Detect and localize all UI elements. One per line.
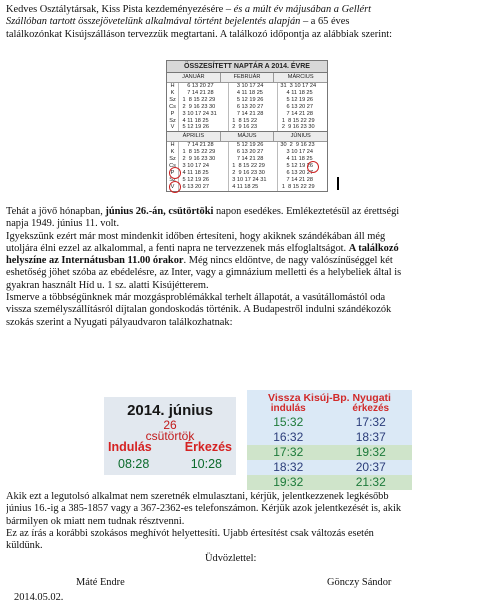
day-letter: Cs	[169, 163, 176, 170]
day-letter: Sz	[169, 117, 176, 124]
event-day-block	[104, 420, 236, 442]
month-days: 5 12 19 26 6 13 20 27 7 14 21 28 1 8 15 22 29 2 9 16 23 30 3 10 17 24 31 4 11 18 25	[228, 142, 278, 190]
body-line	[6, 304, 494, 316]
train-col-depart: indulás	[270, 403, 306, 414]
text-cursor	[337, 177, 339, 190]
body-text: napon esedékes. Emlékeztetésül az érettségi	[213, 206, 400, 217]
month-days: 31 3 10 17 24 4 11 18 25 5 12 19 26 6 13 20 27 7 14 21 28 1 8 15 22 29 2 9 16 23 30	[277, 83, 327, 131]
month-name: FEBRUÁR	[220, 73, 274, 82]
train-arrive-cell: 19:32	[355, 445, 386, 459]
calendar-month-header-row	[167, 73, 327, 83]
depart-label: Indulás	[108, 440, 152, 454]
train-depart-cell: 18:32	[273, 460, 304, 474]
body-bold-text: helyszíne az Internátusban 11.00 órakor	[6, 255, 184, 267]
event-times	[118, 457, 222, 471]
body-text: gyakran használt Híd u. 1 sz. alatti Kisújétterem.	[6, 279, 209, 291]
intro-paragraph	[6, 4, 494, 41]
body-bold-text: június 26.-án, csütörtöki	[105, 206, 214, 217]
intro-text: – a 65 éves	[300, 16, 350, 28]
calendar-title: ÖSSZESÍTETT NAPTÁR A 2014. ÉVRE	[166, 60, 328, 73]
body-line	[6, 267, 494, 279]
train-arrive-cell: 21:32	[355, 475, 386, 489]
event-day-number: 26	[163, 418, 177, 432]
closing-line: küldünk.	[6, 540, 43, 552]
intro-italic-text: és a múlt év májusában a Gellért	[233, 4, 372, 15]
day-letter: Sz	[169, 176, 176, 183]
highlight-circle	[169, 181, 181, 193]
closing-line: Akik ezt a legutolsó alkalmat nem szeretnék elmulasztani, kérjük, jelentkezzenek legkésőbb	[6, 491, 389, 502]
calendar-block-q2	[166, 132, 328, 191]
day-letter: K	[170, 89, 175, 96]
month-name: JANUÁR	[182, 74, 205, 80]
event-labels	[108, 440, 232, 454]
train-table-title: Vissza Kisúj-Bp. Nyugati	[268, 392, 391, 404]
day-letter: V	[170, 124, 175, 131]
table-row	[247, 460, 412, 475]
train-arrive-cell: 18:37	[355, 430, 386, 444]
body-line	[6, 292, 494, 304]
body-text: Tehát a jövő hónapban,	[6, 206, 106, 217]
month-days: 7 14 21 28 1 8 15 22 29 2 9 16 23 30 3 10 17 24 4 11 18 25 5 12 19 26 6 13 20 27	[178, 142, 228, 190]
train-depart-cell: 19:32	[273, 475, 304, 489]
event-date-box	[104, 397, 236, 475]
calendar-2014	[166, 60, 328, 196]
signer-right: Gönczy Sándor	[327, 577, 392, 588]
body-line	[6, 317, 494, 329]
month-name: MÁRCIUS	[273, 73, 327, 82]
table-row	[247, 475, 412, 490]
body-line	[6, 255, 494, 267]
train-depart-cell: 15:32	[273, 415, 304, 429]
arrive-label: Érkezés	[184, 440, 232, 454]
body-line	[6, 206, 494, 218]
body-line	[6, 218, 494, 230]
calendar-body	[167, 83, 327, 131]
body-paragraph	[6, 206, 494, 329]
month-name: MÁJUS	[220, 132, 274, 141]
day-letter: P	[170, 110, 175, 117]
body-text: szokás szerint a Nyugati pályaudvaron találkozhatnak:	[6, 316, 233, 328]
body-text: utoljára élni ezzel az alkalommal, a fenti napra ne tervezzenek más elfoglaltságot.	[6, 242, 349, 254]
day-letter: Sz	[169, 96, 176, 103]
calendar-month-header-row	[167, 132, 327, 142]
body-line	[6, 243, 494, 255]
closing-line: Ez az írás a korábbi szokásos meghívót helyettesíti. Ujabb értesítést csak változás esetén	[6, 527, 374, 539]
train-col-arrive: érkezés	[352, 403, 390, 414]
table-row	[247, 430, 412, 445]
body-text: . Még nincs eldöntve, de nagy valószínűséggel két	[183, 255, 393, 267]
train-table-header	[247, 403, 412, 414]
body-line	[6, 231, 494, 243]
event-date: 2014. június	[127, 402, 213, 419]
intro-line	[6, 4, 494, 16]
day-letter: H	[170, 83, 175, 89]
train-table-rows	[247, 415, 412, 490]
day-letter: Cs	[169, 103, 176, 110]
body-text: Ismerve a többségünknek már mozgásproblémákkal terhelt állapotát, a vasútállomástól oda	[6, 292, 386, 304]
table-row	[247, 445, 412, 460]
greeting: Üdvözlettel:	[205, 553, 257, 564]
month-days: 30 2 9 16 23 3 10 17 24 4 11 18 25 5 12 19 26 6 13 20 27 7 14 21 28 1 8 15 22 29	[277, 142, 327, 190]
day-letters	[167, 83, 178, 131]
body-text: eshetőség jöhet szóba az ebédelésre, az Inter, vagy a gimnázium melletti és a helybeliek által is	[6, 267, 402, 279]
train-depart-cell: 17:32	[273, 445, 304, 459]
arrive-time: 10:28	[190, 457, 222, 471]
day-letter: K	[170, 149, 175, 156]
month-name: ÁPRILIS	[182, 133, 205, 140]
calendar-body	[167, 142, 327, 190]
closing-line: bármilyen ok miatt nem tudnak résztvenni.	[6, 515, 185, 527]
body-bold-text: A találkozó	[348, 242, 399, 254]
train-depart-cell: 16:32	[273, 430, 304, 444]
depart-time: 08:28	[118, 457, 150, 471]
train-arrive-cell: 17:32	[355, 415, 386, 429]
intro-text: találkozónkat Kisújszálláson tervezzük megtartani. A találkozó időpontja az alábbiak szerint:	[6, 28, 393, 40]
train-arrive-cell: 20:37	[355, 460, 386, 474]
return-train-table	[247, 390, 412, 489]
day-letter: Sz	[169, 156, 176, 163]
signer-left: Máté Endre	[76, 577, 125, 588]
body-text: napja 1949. június 11. volt.	[6, 218, 120, 230]
event-weekday: csütörtök	[145, 429, 195, 443]
calendar-block-q1	[166, 73, 328, 132]
month-days: 6 13 20 27 7 14 21 28 1 8 15 22 29 2 9 16 23 30 3 10 17 24 31 4 11 18 25 5 12 19 26	[178, 83, 228, 131]
intro-line	[6, 29, 494, 41]
intro-line	[6, 16, 494, 28]
month-name: JÚNIUS	[273, 132, 327, 141]
intro-italic-text: Szállóban tartott összejövetelünk alkalmával történt bejelentés alapján	[6, 16, 301, 28]
table-row	[247, 415, 412, 430]
day-letter: V	[170, 183, 175, 190]
day-letter: H	[170, 142, 175, 149]
closing-paragraph	[6, 491, 494, 552]
body-text: Igyekszünk ezért már most mindenkit időben értesíteni, hogy akiknek szándékában áll még	[6, 230, 386, 242]
intro-text: Kedves Osztálytársak, Kiss Pista kezdeményezésére –	[6, 4, 234, 15]
body-text: vissza személyszállításról díjtalan gondoskodás történik. A Budapestről indulni szándékozók	[6, 304, 392, 316]
body-line	[6, 280, 494, 292]
closing-line: június 16.-ig a 385-1857 vagy a 367-2362-es telefonszámon. Kérjük azok jelentkezését is, akik	[6, 503, 402, 515]
letter-date: 2014.05.02.	[14, 592, 64, 603]
month-days: 3 10 17 24 4 11 18 25 5 12 19 26 6 13 20 27 7 14 21 28 1 8 15 22 2 9 16 23	[228, 83, 278, 131]
day-letter: P	[170, 169, 175, 176]
